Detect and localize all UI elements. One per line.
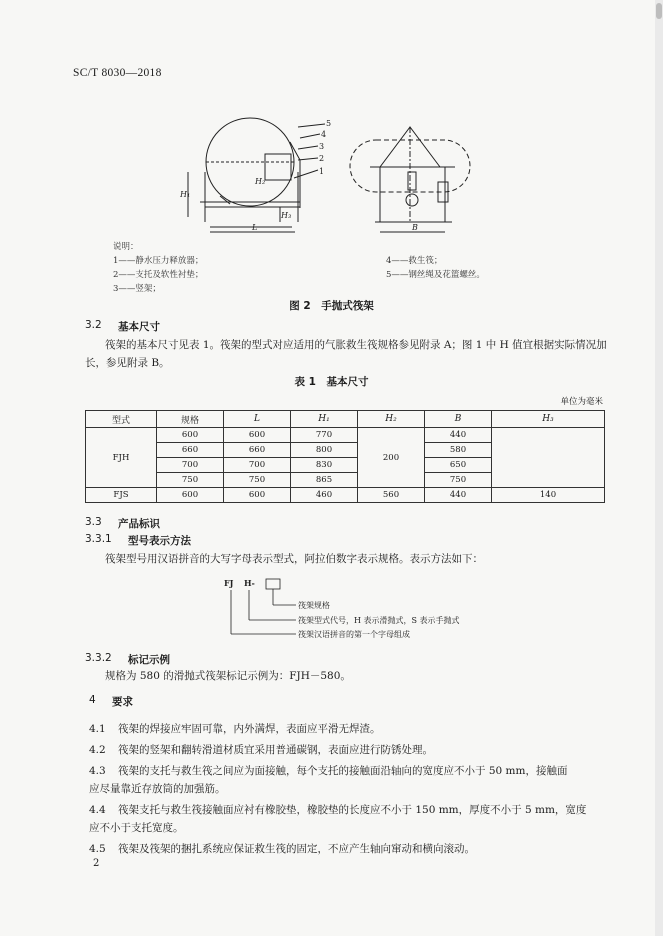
requirement-text: 筏架及筏架的捆扎系统应保证救生筏的固定，不应产生轴向窜动和横向滚动。 bbox=[118, 843, 475, 855]
table-cell-h3-empty bbox=[492, 428, 605, 488]
requirement-text: 筏架的焊接应牢固可靠，内外满焊，表面应平滑无焊渣。 bbox=[118, 723, 381, 735]
figure-legend-item: 2——支托及软性衬垫； bbox=[113, 270, 204, 280]
table-cell: 600 bbox=[224, 428, 291, 443]
requirement-text-cont: 应不小于支托宽度。 bbox=[89, 822, 184, 834]
table-cell: 440 bbox=[425, 428, 492, 443]
scrollbar-thumb[interactable] bbox=[656, 3, 662, 19]
section-title: 标记示例 bbox=[128, 654, 170, 666]
figure-2-drawing bbox=[180, 112, 510, 236]
section-title: 产品标识 bbox=[118, 518, 160, 530]
section-number: 3.2 bbox=[85, 319, 102, 331]
requirement-number: 4.3 bbox=[89, 765, 106, 777]
figure-label-h1: H₁ bbox=[180, 190, 191, 199]
table-cell: 700 bbox=[157, 458, 224, 473]
figure-legend-item: 5——钢丝绳及花篮螺丝。 bbox=[386, 270, 485, 280]
section-paragraph: 规格为 580 的滑抛式筏架标记示例为：FJH－580。 bbox=[105, 670, 351, 682]
code-part-fj: FJ bbox=[224, 578, 234, 588]
table-cell: 440 bbox=[425, 488, 492, 503]
section-paragraph: 筏架型号用汉语拼音的大写字母表示型式，阿拉伯数字表示规格。表示方法如下： bbox=[105, 553, 483, 565]
figure-legend-item: 3——竖架； bbox=[113, 284, 161, 294]
table-cell: 770 bbox=[291, 428, 358, 443]
table-cell: 650 bbox=[425, 458, 492, 473]
figure-label-3: 3 bbox=[319, 142, 325, 151]
table-header-cell: L bbox=[224, 411, 291, 428]
table-cell: 600 bbox=[157, 488, 224, 503]
standard-code: SC/T 8030—2018 bbox=[73, 67, 162, 79]
liferaft-drum-left bbox=[206, 118, 294, 206]
page-number: 2 bbox=[93, 858, 100, 869]
table-cell: 750 bbox=[224, 473, 291, 488]
figure-label-h2: H₂ bbox=[255, 177, 266, 186]
table-cell-type: FJS bbox=[86, 488, 157, 503]
table-cell: 750 bbox=[425, 473, 492, 488]
section-title: 要求 bbox=[112, 696, 133, 708]
section-title: 型号表示方法 bbox=[128, 535, 191, 547]
release-unit-box bbox=[265, 154, 291, 180]
code-part-h: H- bbox=[244, 578, 255, 588]
table-header-cell: H₁ bbox=[291, 411, 358, 428]
table-caption: 表 1 基本尺寸 bbox=[294, 376, 369, 388]
table-cell: 460 bbox=[291, 488, 358, 503]
requirement-text: 筏架支托与救生筏接触面应衬有橡胶垫，橡胶垫的长度应不小于 150 mm，厚度不小于 5 mm，宽度 bbox=[118, 804, 587, 816]
table-cell: 660 bbox=[224, 443, 291, 458]
figure-legend-item: 4——救生筏； bbox=[386, 256, 443, 266]
scrollbar[interactable] bbox=[655, 0, 663, 936]
table-cell: 660 bbox=[157, 443, 224, 458]
figure-caption: 图 2 手抛式筏架 bbox=[289, 300, 374, 312]
table-header-cell: 规格 bbox=[157, 411, 224, 428]
table-header-cell: H₂ bbox=[358, 411, 425, 428]
figure-label-1: 1 bbox=[319, 167, 325, 176]
table-cell: 560 bbox=[358, 488, 425, 503]
code-note: 筏架规格 bbox=[298, 601, 330, 610]
figure-label-l: L bbox=[252, 223, 258, 232]
table-header-row bbox=[86, 411, 605, 428]
requirement-number: 4.2 bbox=[89, 744, 106, 756]
table-cell: 865 bbox=[291, 473, 358, 488]
table-unit: 单位为毫米 bbox=[560, 397, 603, 407]
figure-legend-title: 说明： bbox=[113, 242, 139, 252]
section-title: 基本尺寸 bbox=[118, 321, 160, 333]
figure-label-b: B bbox=[412, 223, 418, 232]
requirement-text: 筏架的支托与救生筏之间应为面接触，每个支托的接触面沿轴向的宽度应不小于 50 mm，接触面 bbox=[118, 765, 568, 777]
table-cell-type: FJH bbox=[86, 428, 157, 488]
section-number: 3.3.2 bbox=[85, 652, 112, 664]
table-cell: 800 bbox=[291, 443, 358, 458]
table-header-cell: H₃ bbox=[492, 411, 605, 428]
table-header-cell: 型式 bbox=[86, 411, 157, 428]
section-paragraph: 筏架的基本尺寸见表 1。筏架的型式对应适用的气胀救生筏规格参见附录 A；图 1 中 H 值宜根据实际情况加长，参见附录 B。 bbox=[85, 339, 607, 369]
figure-legend-item: 1——静水压力释放器； bbox=[113, 256, 204, 266]
table-cell: 700 bbox=[224, 458, 291, 473]
table-cell: 140 bbox=[492, 488, 605, 503]
code-note: 筏架汉语拼音的第一个字母组成 bbox=[298, 630, 410, 639]
table-row bbox=[86, 488, 605, 503]
table-header-cell: B bbox=[425, 411, 492, 428]
section-number: 3.3 bbox=[85, 516, 102, 528]
figure-label-2: 2 bbox=[319, 154, 325, 163]
code-leader-lines bbox=[226, 578, 306, 640]
table-cell: 580 bbox=[425, 443, 492, 458]
table-cell: 830 bbox=[291, 458, 358, 473]
table-row bbox=[86, 428, 605, 443]
section-number: 3.3.1 bbox=[85, 533, 112, 545]
table-cell: 600 bbox=[157, 428, 224, 443]
table-cell: 750 bbox=[157, 473, 224, 488]
requirement-text-cont: 应尽量靠近存放筒的加强筋。 bbox=[89, 783, 226, 795]
figure-label-4: 4 bbox=[321, 130, 327, 139]
requirement-number: 4.1 bbox=[89, 723, 106, 735]
figure-label-h3: H₃ bbox=[281, 211, 292, 220]
section-number: 4 bbox=[89, 694, 96, 706]
table-cell-h2: 200 bbox=[358, 428, 425, 488]
table-cell: 600 bbox=[224, 488, 291, 503]
requirement-number: 4.5 bbox=[89, 843, 106, 855]
requirement-number: 4.4 bbox=[89, 804, 106, 816]
basic-dimensions-table bbox=[85, 410, 605, 503]
code-note: 筏架型式代号，H 表示滑抛式，S 表示手抛式 bbox=[298, 616, 460, 625]
figure-label-5: 5 bbox=[326, 119, 332, 128]
requirement-text: 筏架的竖架和翻转滑道材质宜采用普通碳钢，表面应进行防锈处理。 bbox=[118, 744, 433, 756]
